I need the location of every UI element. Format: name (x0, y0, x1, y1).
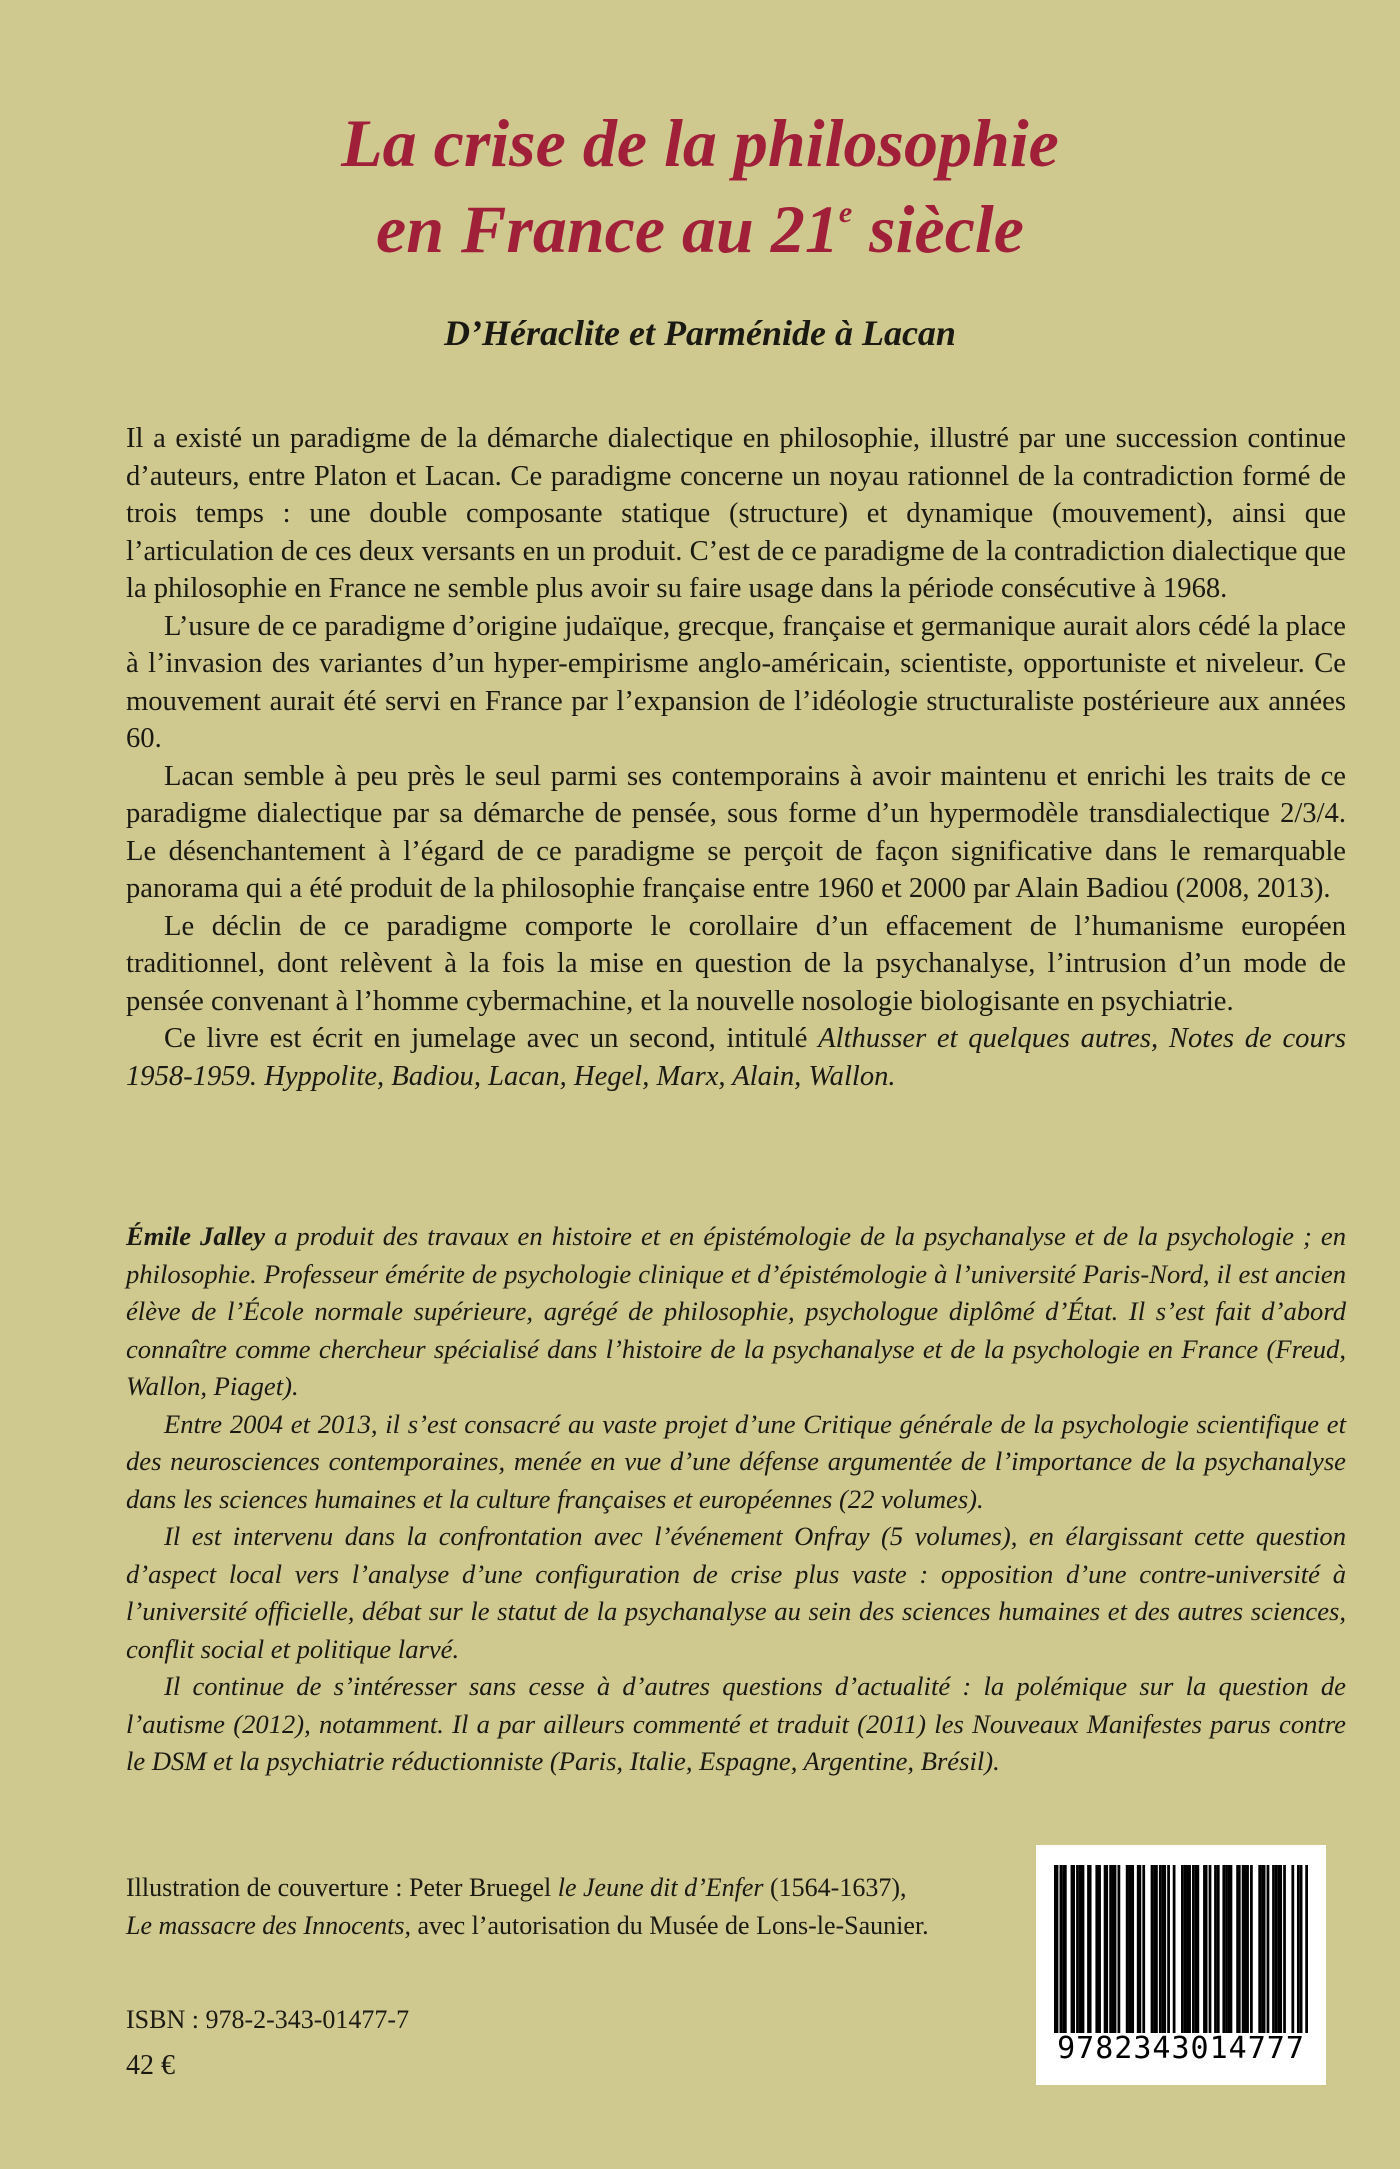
barcode-bar (1275, 1865, 1278, 2033)
barcode-bar (1217, 1865, 1220, 2033)
barcode-bar (1258, 1865, 1261, 2033)
summary-text (126, 420, 1346, 1095)
barcode-bar (1283, 1865, 1286, 2033)
isbn-label: ISBN : 978-2-343-01477-7 (126, 2005, 410, 2034)
twin-book-paragraph: Ce livre est écrit en jumelage avec un second, intitulé Althusser et quelques autres, Notes de cours 1958-1959. Hyppolite, Badiou, Lacan, Hegel, Marx, Alain, Wallon. (126, 1023, 1346, 1092)
barcode-bar (1222, 1865, 1225, 2033)
barcode-bar (1225, 1865, 1228, 2033)
barcode-bar (1297, 1865, 1300, 2033)
barcode-bar (1060, 1865, 1063, 2033)
book-title (0, 100, 1400, 272)
barcode-bar (1236, 1865, 1240, 2033)
barcode-bar (1267, 1865, 1270, 2033)
author-name: Émile Jalley (126, 1221, 266, 1251)
credits-line-1: Illustration de couverture : Peter Bruegel le Jeune dit d’Enfer (1564-1637), (126, 1873, 907, 1902)
barcode-bar (1173, 1865, 1176, 2033)
barcode-bar (1184, 1865, 1187, 2033)
barcode-bar (1159, 1865, 1162, 2033)
barcode-bar (1137, 1865, 1141, 2033)
barcode-bar (1162, 1865, 1166, 2033)
bio-paragraph: Émile Jalley a produit des travaux en histoire et en épistémologie de la psychanalyse et de la psychologie ; en philosophie. Professeur émérite de psychologie clinique et d’épistémologie à l’université Paris-Nord, il est ancien élève de l’École normale supérieure, agrégé de philosophie, psychologue diplômé d’État. Il s’est fait d’abord connaître comme chercheur spécialisé dans l’histoire de la psychanalyse et de la psychologie en France (Freud, Wallon, Piaget). (126, 1221, 1346, 1401)
barcode-bar (1242, 1865, 1245, 2033)
barcode-bars (1054, 1865, 1308, 2033)
barcode-bar (1250, 1865, 1253, 2033)
barcode-bar (1261, 1865, 1265, 2033)
barcode-bar (1278, 1865, 1282, 2033)
book-subtitle: D’Héraclite et Parménide à Lacan (444, 313, 956, 353)
barcode-bar (1195, 1865, 1199, 2033)
barcode-digits: 9782343014777 (1057, 2031, 1305, 2066)
barcode-bar (1142, 1865, 1145, 2033)
barcode-bar (1153, 1865, 1157, 2033)
barcode-bar (1126, 1865, 1129, 2033)
bio-paragraph: Il continue de s’intéresser sans cesse à d’autres questions d’actualité : la polémique sur la question de l’autisme (2012), notamment. Il a par ailleurs commenté et traduit (2011) les Nouveaux Manifestes parus contre le DSM et la psychiatrie réductionniste (Paris, Italie, Espagne, Argentine, Brésil). (126, 1671, 1346, 1776)
barcode (1036, 1845, 1326, 2085)
bio-paragraph: Entre 2004 et 2013, il s’est consacré au vaste projet d’une Critique générale de la psychologie scientifique et des neurosciences contemporaines, menée en vue d’une défense argumentée de l’importance de la psychanalyse dans les sciences humaines et la culture françaises et européennes (22 volumes). (126, 1408, 1346, 1514)
barcode-bar (1076, 1865, 1079, 2033)
cover-illustration-credits (126, 1869, 1026, 1945)
title-line-2: en France au 21e siècle (376, 191, 1024, 267)
summary-paragraph: Le déclin de ce paradigme comporte le corollaire d’un effacement de l’humanisme européen traditionnel, dont relèvent à la fois la mise en question de la psychanalyse, l’intrusion d’un mode de pensée convenant à l’homme cybermachine, et la nouvelle nosologie biologisante en psychiatrie. (126, 910, 1346, 1017)
barcode-bar (1187, 1865, 1191, 2033)
barcode-bar (1118, 1865, 1121, 2033)
barcode-bar (1082, 1865, 1085, 2033)
twin-book-title: Althusser et quelques autres, Notes de cours 1958-1959. Hyppolite, Badiou, Lacan, Hegel, Marx, Alain, Wallon. (126, 1023, 1346, 1092)
barcode-bar (1151, 1865, 1154, 2033)
barcode-bar (1131, 1865, 1134, 2033)
barcode-bar (1291, 1865, 1294, 2033)
barcode-bar (1214, 1865, 1217, 2033)
price-label: 42 € (126, 2050, 175, 2081)
barcode-bar (1228, 1865, 1232, 2033)
barcode-bar (1062, 1865, 1066, 2033)
barcode-bar (1087, 1865, 1091, 2033)
author-biography (126, 1218, 1346, 1781)
title-line-1: La crise de la philosophie (341, 105, 1059, 181)
summary-paragraph: Il a existé un paradigme de la démarche dialectique en philosophie, illustré par une succession continue d’auteurs, entre Platon et Lacan. Ce paradigme concerne un noyau rationnel de la contradiction formé de trois temps : une double composante statique (structure) et dynamique (mouvement), ainsi que l’articulation de ces deux versants en un produit. C’est de ce paradigme de la contradiction dialectique que la philosophie en France ne semble plus avoir su faire usage dans la période consécutive à 1968. (126, 423, 1346, 604)
barcode-bar (1245, 1865, 1249, 2033)
barcode-bar (1054, 1865, 1058, 2033)
barcode-bar (1272, 1865, 1275, 2033)
barcode-bar (1167, 1865, 1170, 2033)
barcode-bar (1192, 1865, 1195, 2033)
barcode-bar (1098, 1865, 1101, 2033)
bio-paragraph: Il est intervenu dans la confrontation avec l’événement Onfray (5 volumes), en élargissant cette question d’aspect local vers l’analyse d’une configuration de crise plus vaste : opposition d’une contre-université à l’université officielle, débat sur le statut de la psychanalyse au sein des sciences humaines et des autres sciences, conflit social et politique larvé. (126, 1521, 1346, 1664)
summary-paragraph: Lacan semble à peu près le seul parmi ses contemporains à avoir maintenu et enrichi les traits de ce paradigme dialectique par sa démarche de pensée, sous forme d’un hypermodèle transdialectique 2/3/4. Le désenchantement à l’égard de ce paradigme se perçoit de façon significative dans le remarquable panorama qui a été produit de la philosophie française entre 1960 et 2000 par Alain Badiou (2008, 2013). (126, 760, 1346, 904)
barcode-bar (1300, 1865, 1303, 2033)
credits-line-2: Le massacre des Innocents, avec l’autorisation du Musée de Lons-le-Saunier. (126, 1911, 929, 1940)
barcode-bar (1181, 1865, 1184, 2033)
barcode-bar (1104, 1865, 1108, 2033)
barcode-bar (1112, 1865, 1116, 2033)
barcode-bar (1109, 1865, 1112, 2033)
summary-paragraph: L’usure de ce paradigme d’origine judaïque, grecque, française et germanique aurait alors cédé la place à l’invasion des variantes d’un hyper-empirisme anglo-américain, scientiste, opportuniste et niveleur. Ce mouvement aurait été servi en France par l’expansion de l’idéologie structuraliste postérieure aux années 60. (126, 610, 1346, 754)
barcode-bar (1071, 1865, 1075, 2033)
barcode-bar (1203, 1865, 1207, 2033)
barcode-bar (1209, 1865, 1212, 2033)
barcode-bar (1305, 1865, 1308, 2033)
